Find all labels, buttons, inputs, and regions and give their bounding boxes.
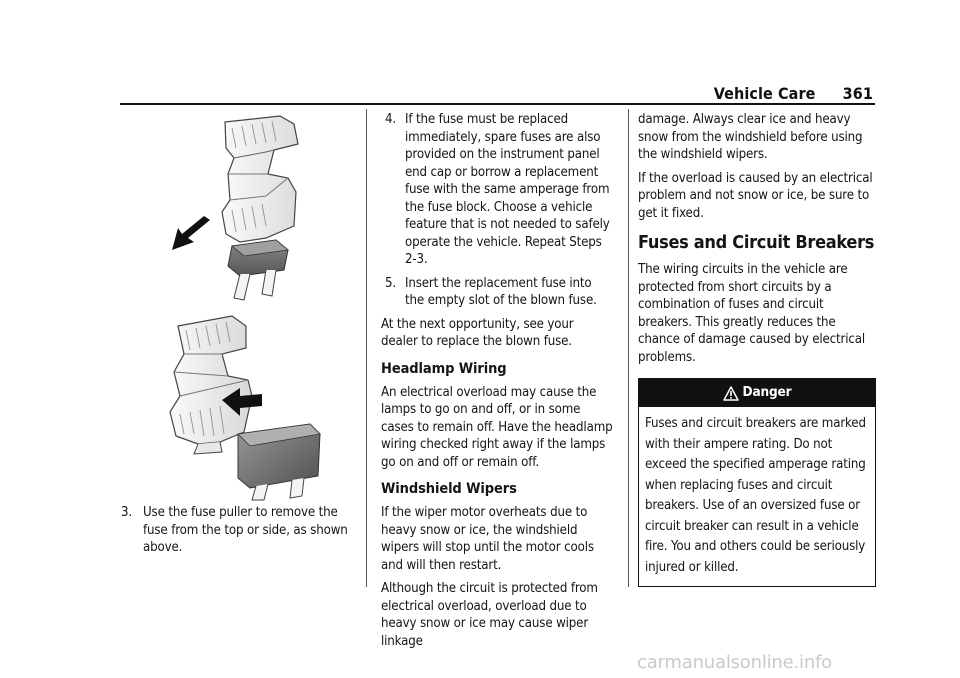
fuse-puller-side-illustration	[158, 314, 348, 502]
step-4	[381, 111, 613, 269]
page-header	[714, 84, 873, 103]
fuse-puller-illustration	[120, 110, 356, 500]
step-3	[120, 504, 356, 557]
paragraph: The wiring circuits in the vehicle are protected from short circuits by a combination of fuses and circuit breakers. This greatly reduces the chance of damage caused by electrical problems.	[638, 262, 866, 365]
column-divider	[366, 109, 367, 587]
paragraph: damage. Always clear ice and heavy snow from the windshield before using the windshield wipers.	[638, 112, 863, 162]
paragraph: Although the circuit is protected from electrical overload, overload due to heavy snow or ice may cause wiper linkage	[381, 581, 598, 649]
header-section-title: Vehicle Care	[713, 84, 816, 103]
step-5	[381, 275, 613, 310]
paragraph: At the next opportunity, see your dealer to replace the blown fuse.	[381, 316, 574, 349]
paragraph: If the wiper motor overheats due to heavy snow or ice, the windshield wipers will stop until the motor cools and will then restart.	[381, 505, 594, 573]
heading-fuses-and-circuit-breakers: Fuses and Circuit Breakers	[638, 232, 875, 253]
danger-text: Fuses and circuit breakers are marked with their ampere rating. Do not exceed the specified amperage rating when replacing fuses and circuit breakers. Use of an oversized fuse or circuit breaker can result in a vehicle fire. You and others could be seriously injured or killed.	[645, 416, 866, 575]
column-3	[638, 111, 878, 587]
step-text: Insert the replacement fuse into the empty slot of the blown fuse.	[405, 275, 597, 308]
danger-header	[639, 379, 875, 407]
heading-headlamp-wiring: Headlamp Wiring	[381, 360, 507, 377]
danger-box	[638, 378, 876, 587]
column-divider	[628, 109, 629, 587]
step-number: 5.	[385, 275, 397, 291]
header-rule	[120, 103, 875, 105]
column-2	[381, 111, 613, 650]
step-text: Use the fuse puller to remove the fuse from the top or side, as shown above.	[143, 505, 348, 555]
paragraph: If the overload is caused by an electrical problem and not snow or ice, be sure to get it fixed.	[638, 170, 873, 221]
danger-label: Danger	[742, 384, 792, 401]
step-number: 3.	[121, 505, 133, 520]
step-number: 4.	[385, 112, 397, 127]
heading-windshield-wipers: Windshield Wipers	[381, 481, 517, 497]
warning-triangle-icon	[723, 386, 739, 401]
step-text: If the fuse must be replaced immediately, spare fuses are also provided on the instrument panel end cap or borrow a replacement fuse with the same amperage from the fuse block. Choose a vehicle feature that is not needed to safely operate the vehicle. Repeat Steps 2-3.	[405, 112, 610, 267]
fuse-puller-top-illustration	[170, 114, 340, 304]
page-number: 361	[842, 84, 873, 103]
watermark: carmanualsonline.info	[637, 652, 832, 673]
column-1	[120, 110, 356, 557]
paragraph: An electrical overload may cause the lamps to go on and off, or in some cases to remain off. Have the headlamp wiring checked right away if the lamps go on and off or remain off.	[381, 384, 613, 470]
